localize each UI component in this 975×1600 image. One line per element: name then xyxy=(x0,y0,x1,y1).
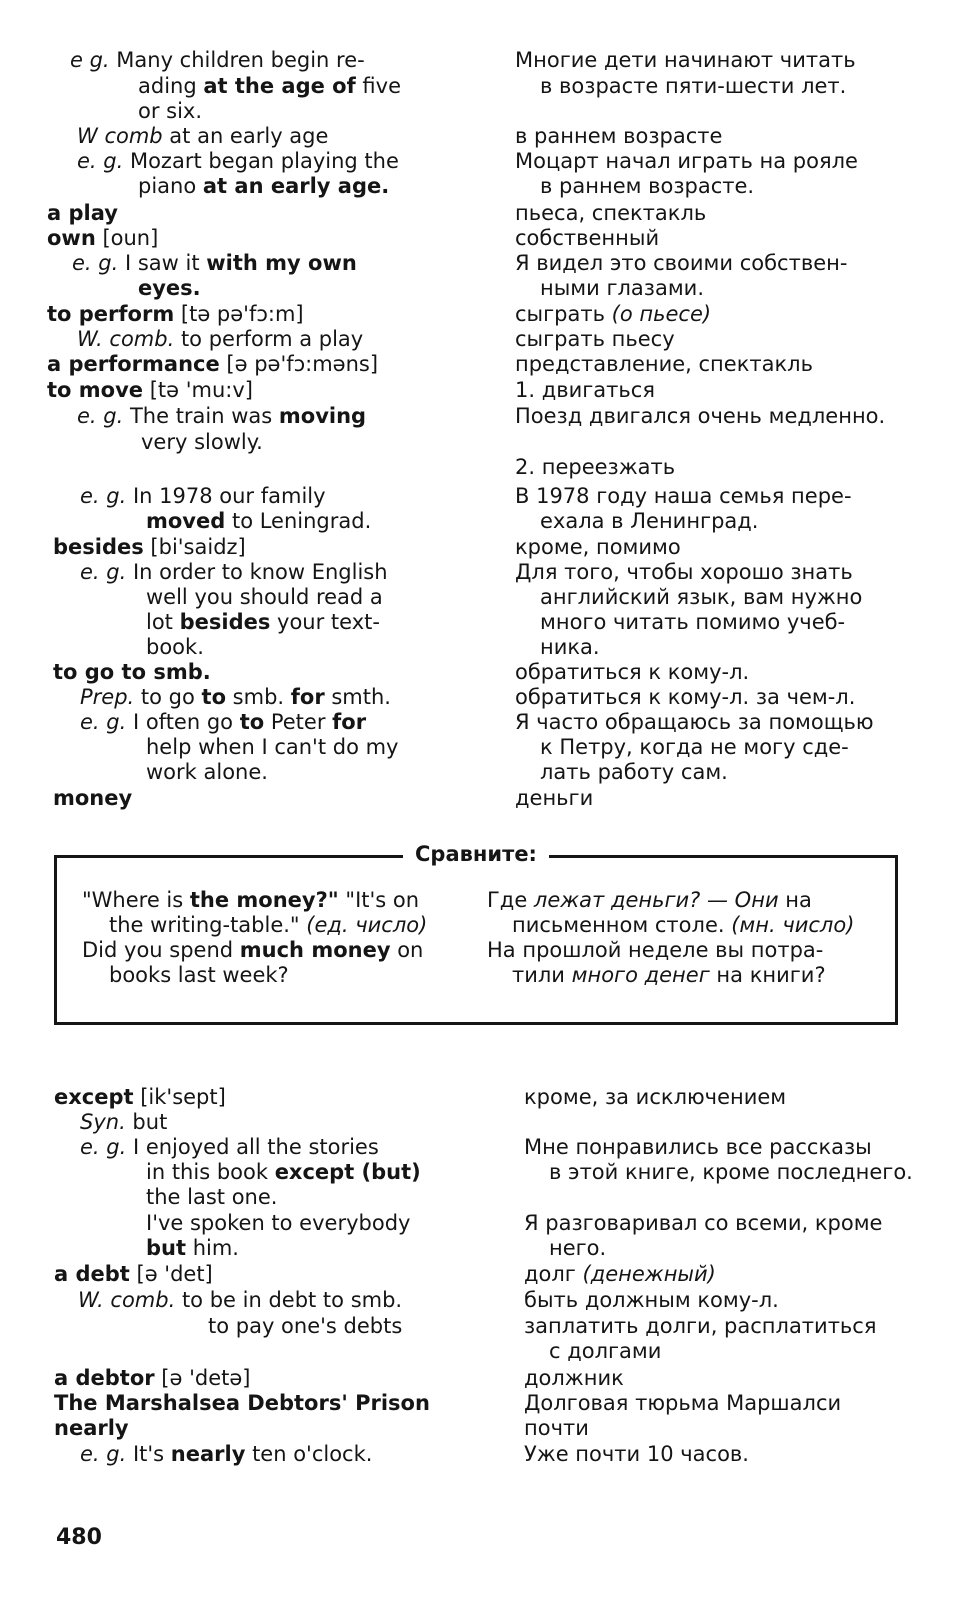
text-segment: быть должным кому-л. xyxy=(524,1288,779,1312)
text-segment: Prep. xyxy=(80,685,135,709)
russian-text xyxy=(524,1391,841,1417)
text-segment: "It's on xyxy=(338,888,420,912)
text-segment: It's xyxy=(126,1442,171,1466)
text-segment: (денежный) xyxy=(582,1262,716,1286)
text-segment: e. g. xyxy=(80,484,127,508)
text-segment: five xyxy=(355,74,402,98)
text-segment: Did you spend xyxy=(82,938,240,962)
text-segment: 2. переезжать xyxy=(515,455,676,479)
text-segment: for xyxy=(290,685,325,709)
text-segment: e. g. xyxy=(77,404,124,428)
text-segment: W. comb. xyxy=(78,1288,176,1312)
vocab-row xyxy=(0,1110,975,1136)
english-text xyxy=(80,1442,372,1468)
english-text xyxy=(78,1288,402,1314)
text-segment: долг xyxy=(524,1262,583,1286)
text-segment: own xyxy=(47,226,96,250)
text-segment: ading xyxy=(138,74,204,98)
text-segment: e. g. xyxy=(80,710,127,734)
text-segment: ехала в Ленинград. xyxy=(540,509,759,533)
text-segment: Поезд двигался очень медленно. xyxy=(515,404,886,428)
text-segment: него. xyxy=(549,1236,607,1260)
text-segment: (о пьесе) xyxy=(611,302,712,326)
text-segment: to pay one's debts xyxy=(208,1314,403,1338)
text-segment: [ə 'det] xyxy=(129,1262,213,1286)
text-segment: W. comb. xyxy=(77,327,175,351)
text-segment: собственный xyxy=(515,226,660,250)
text-segment: В 1978 году наша семья пере- xyxy=(515,484,852,508)
text-segment: eyes. xyxy=(138,276,201,300)
text-segment: The Marshalsea Debtors' Prison xyxy=(54,1391,430,1415)
vocab-row xyxy=(0,1135,975,1161)
english-text xyxy=(146,1160,421,1186)
text-segment: smb. xyxy=(226,685,291,709)
text-segment: besides xyxy=(179,610,271,634)
russian-text xyxy=(524,1366,624,1392)
text-segment: Долговая тюрьма Маршалси xyxy=(524,1391,842,1415)
text-segment: e. g. xyxy=(80,1135,127,1159)
text-segment: сыграть пьесу xyxy=(515,327,675,351)
vocab-row xyxy=(0,1288,975,1314)
text-segment: besides xyxy=(53,535,144,559)
text-segment: лежат деньги? — Они xyxy=(533,888,779,912)
text-segment: much money xyxy=(239,938,391,962)
text-segment: book. xyxy=(146,635,204,659)
text-segment: письменном столе. xyxy=(512,913,732,937)
text-segment: very slowly. xyxy=(141,430,263,454)
vocab-row xyxy=(0,1085,975,1111)
text-segment: for xyxy=(332,710,367,734)
text-segment: or six. xyxy=(138,99,203,123)
text-segment: to perform a play xyxy=(174,327,364,351)
text-segment: Peter xyxy=(264,710,333,734)
russian-text xyxy=(524,1262,716,1288)
vocab-row xyxy=(0,1314,975,1340)
text-segment: him. xyxy=(186,1236,239,1260)
russian-text xyxy=(549,1339,661,1365)
text-segment: the last one. xyxy=(146,1185,278,1209)
text-segment: кроме, за исключением xyxy=(524,1085,787,1109)
text-segment: but xyxy=(146,1236,187,1260)
english-text xyxy=(208,1314,402,1340)
text-segment: лать работу сам. xyxy=(540,760,728,784)
vocab-row xyxy=(0,1160,975,1186)
text-segment: в раннем возрасте. xyxy=(540,174,755,198)
text-segment: (мн. число) xyxy=(731,913,855,937)
text-segment: well you should read a xyxy=(146,585,383,609)
text-segment: [ə 'detə] xyxy=(154,1366,251,1390)
text-segment: обратиться к кому-л. xyxy=(515,660,750,684)
text-segment: to xyxy=(239,710,265,734)
text-segment: the writing-table." xyxy=(109,913,307,937)
vocab-row xyxy=(0,1185,975,1211)
text-segment: в возрасте пяти-шести лет. xyxy=(540,74,847,98)
text-segment: Many children begin re- xyxy=(109,48,365,72)
text-segment: except xyxy=(54,1085,134,1109)
text-segment: to perform xyxy=(47,302,175,326)
text-segment: много денег xyxy=(571,963,710,987)
text-segment: Я разговаривал со всеми, кроме xyxy=(524,1211,883,1235)
text-segment: [ik'sept] xyxy=(133,1085,226,1109)
russian-text xyxy=(524,1314,876,1340)
vocab-row xyxy=(0,1236,975,1262)
text-segment: books last week? xyxy=(109,963,289,987)
text-segment: [tə pə'fɔ:m] xyxy=(174,302,304,326)
text-segment: In order to know English xyxy=(126,560,388,584)
text-segment: к Петру, когда не могу сде- xyxy=(540,735,849,759)
text-segment: to xyxy=(201,685,226,709)
russian-text xyxy=(524,1135,872,1161)
text-segment: e. g. xyxy=(80,1442,127,1466)
vocab-row xyxy=(0,1442,975,1468)
text-segment: e. g. xyxy=(72,251,119,275)
text-segment: at an early age. xyxy=(202,174,390,198)
text-segment: on xyxy=(390,938,424,962)
vocab-row xyxy=(0,1416,975,1442)
page-number: 480 xyxy=(56,1525,102,1550)
english-text xyxy=(54,1416,129,1442)
russian-text xyxy=(524,1211,882,1237)
russian-text xyxy=(524,1416,589,1442)
text-segment: the money?" xyxy=(189,888,339,912)
text-segment: Mozart began playing the xyxy=(123,149,399,173)
text-segment: in this book xyxy=(146,1160,275,1184)
text-segment: but xyxy=(125,1110,168,1134)
text-segment: The train was xyxy=(123,404,279,428)
text-segment: I often go xyxy=(126,710,240,734)
text-segment: W comb xyxy=(77,124,163,148)
text-segment: to move xyxy=(47,378,144,402)
vocab-row xyxy=(0,1211,975,1237)
text-segment: Для того, чтобы хорошо знать xyxy=(515,560,853,584)
text-segment: nearly xyxy=(170,1442,246,1466)
text-segment: кроме, помимо xyxy=(515,535,681,559)
text-segment: help when I can't do my xyxy=(146,735,399,759)
text-segment: I enjoyed all the stories xyxy=(126,1135,379,1159)
text-segment: [bi'saidz] xyxy=(143,535,246,559)
text-segment: много читать помимо учеб- xyxy=(540,610,846,634)
text-segment: I've spoken to everybody xyxy=(146,1211,411,1235)
text-segment: английский язык, вам нужно xyxy=(540,585,863,609)
vocab-row xyxy=(0,1339,975,1365)
text-segment: почти xyxy=(524,1416,589,1440)
text-segment: ника. xyxy=(540,635,600,659)
english-text xyxy=(54,1085,226,1111)
text-segment: в раннем возрасте xyxy=(515,124,723,148)
text-segment: to be in debt to smb. xyxy=(175,1288,403,1312)
text-segment: заплатить долги, расплатиться xyxy=(524,1314,877,1338)
text-segment: to Leningrad. xyxy=(225,509,372,533)
english-text xyxy=(146,1185,277,1211)
text-segment: a debt xyxy=(54,1262,130,1286)
text-segment: Я видел это своими собствен- xyxy=(515,251,848,275)
text-segment: Где xyxy=(487,888,534,912)
text-segment: в этой книге, кроме последнего. xyxy=(549,1160,913,1184)
text-segment: e g. xyxy=(70,48,110,72)
text-segment: with my own xyxy=(206,251,357,275)
text-segment: представление, спектакль xyxy=(515,352,813,376)
russian-text xyxy=(524,1442,749,1468)
vocab-row xyxy=(0,1262,975,1288)
compare-box-title: Сравните: xyxy=(403,842,549,866)
text-segment: moved xyxy=(146,509,226,533)
text-segment: a performance xyxy=(47,352,220,376)
english-text xyxy=(54,1391,430,1417)
text-segment: ными глазами. xyxy=(540,276,705,300)
text-segment: пьеса, спектакль xyxy=(515,201,707,225)
text-segment: smth. xyxy=(324,685,391,709)
text-segment: тили xyxy=(512,963,572,987)
text-segment: сыграть xyxy=(515,302,612,326)
text-segment: a play xyxy=(47,201,118,225)
russian-text xyxy=(524,1288,779,1314)
text-segment: с долгами xyxy=(549,1339,662,1363)
text-segment: [ə pə'fɔ:məns] xyxy=(219,352,379,376)
text-segment: e. g. xyxy=(80,560,127,584)
text-segment: Уже почти 10 часов. xyxy=(524,1442,749,1466)
text-segment: должник xyxy=(524,1366,624,1390)
text-segment: 1. двигаться xyxy=(515,378,655,402)
text-segment: Моцарт начал играть на рояле xyxy=(515,149,858,173)
text-segment: [oun] xyxy=(95,226,159,250)
russian-text xyxy=(549,1160,913,1186)
text-segment: except (but) xyxy=(274,1160,421,1184)
text-segment: at an early age xyxy=(162,124,329,148)
text-segment: piano xyxy=(138,174,203,198)
russian-text xyxy=(549,1236,606,1262)
text-segment: ten o'clock. xyxy=(245,1442,373,1466)
english-text xyxy=(146,1236,239,1262)
vocab-row xyxy=(0,1391,975,1417)
text-segment: на книги? xyxy=(709,963,826,987)
english-text xyxy=(146,1211,410,1237)
text-segment: (ед. число) xyxy=(306,913,428,937)
text-segment: nearly xyxy=(54,1416,129,1440)
russian-text xyxy=(524,1085,786,1111)
text-segment: money xyxy=(53,786,133,810)
text-segment: a debtor xyxy=(54,1366,155,1390)
text-segment: work alone. xyxy=(146,760,268,784)
english-text xyxy=(80,1110,167,1136)
text-segment: moving xyxy=(278,404,367,428)
english-text xyxy=(54,1262,213,1288)
text-segment: Я часто обращаюсь за помощью xyxy=(515,710,874,734)
text-segment: In 1978 our family xyxy=(126,484,326,508)
text-segment: I saw it xyxy=(118,251,207,275)
text-segment: to go to smb. xyxy=(53,660,211,684)
text-segment: Мне понравились все рассказы xyxy=(524,1135,872,1159)
text-segment: Syn. xyxy=(80,1110,126,1134)
vocab-row xyxy=(0,1366,975,1392)
text-segment: to go xyxy=(134,685,202,709)
text-segment: at the age of xyxy=(203,74,356,98)
text-segment: Многие дети начинают читать xyxy=(515,48,856,72)
text-segment: На прошлой неделе вы потра- xyxy=(487,938,824,962)
text-segment: деньги xyxy=(515,786,594,810)
english-text xyxy=(80,1135,379,1161)
text-segment: [tə 'mu:v] xyxy=(143,378,253,402)
text-segment: "Where is xyxy=(82,888,190,912)
text-segment: на xyxy=(778,888,812,912)
english-text xyxy=(54,1366,250,1392)
text-segment: your text- xyxy=(270,610,380,634)
text-segment: lot xyxy=(146,610,180,634)
text-segment: обратиться к кому-л. за чем-л. xyxy=(515,685,856,709)
text-segment: e. g. xyxy=(77,149,124,173)
